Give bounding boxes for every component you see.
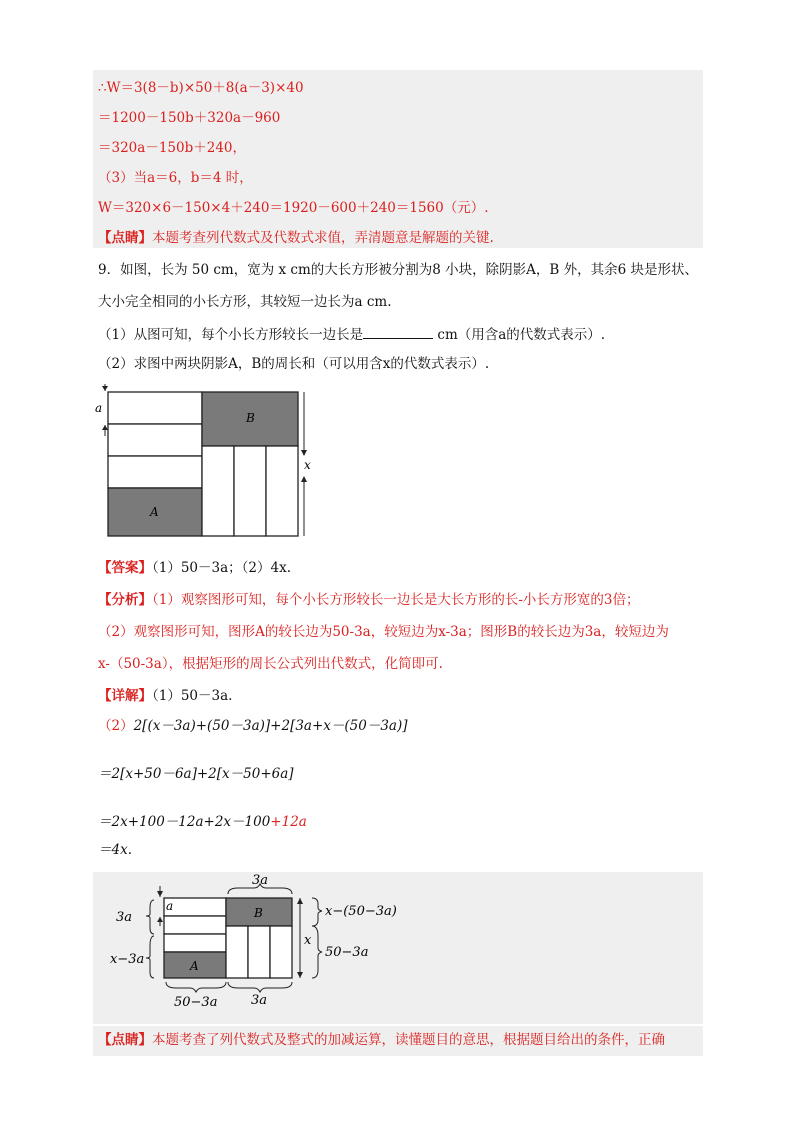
eq-line: W＝320×6－150×4＋240＝1920－600＋240＝1560（元）. [98,200,489,216]
analysis-line: 【分析】（1）观察图形可知，每个小长方形较长一边长是大长方形的长-小长方形宽的3倍； [98,592,640,608]
figure-1 [92,378,332,540]
analysis-line: （2）观察图形可知，图形A的较长边为50-3a，较短边为x-3a；图形B的较长边为3a，较短边为 [98,624,669,640]
detail-line: （2）2[(x－3a)+(50－3a)]+2[3a+x－(50－3a)] [98,718,408,734]
eq-line: ＝4x. [98,842,132,858]
eq-line: ＝320a－150b＋240， [98,140,246,156]
fig1-label-B: B [246,411,255,425]
figure-2 [98,874,458,1022]
fig2-label-a: a [166,899,174,913]
fig2-label-top: 3a [252,874,269,888]
fig2-label-right-x: x [304,933,312,948]
answer-line [98,558,291,578]
detail-tag: 【详解】 [98,688,152,704]
detail-line: 【详解】（1）50－3a. [98,688,233,704]
fig2-label-left-bottom: x−3a [110,952,145,967]
answer-text: （1）50－3a；（2）4x. [152,560,291,576]
comment-tag: 【点睛】 [98,1032,152,1048]
fig1-label-x: x [304,458,311,472]
fig2-label-left-top: 3a [116,910,133,925]
fig2-label-B: B [254,906,263,920]
eq-line: （3）当a＝6，b＝4 时， [98,170,253,186]
comment-text: 本题考查列代数式及代数式求值，弄清题意是解题的关键. [152,230,494,246]
answer-blank [363,324,433,339]
question-part-2: （2）求图中两块阴影A，B的周长和（可以用含x的代数式表示）. [98,356,490,372]
comment-line [98,1030,665,1050]
eq-line: ＝1200－150b＋320a－960 [98,110,281,126]
question-part-1: （1）从图可知，每个小长方形较长一边长是 cm（用含a的代数式表示）. [98,324,605,345]
answer-tag: 【答案】 [98,560,152,576]
fig2-label-right-top: x−(50−3a) [325,904,397,919]
fig2-label-bottom-left: 50−3a [174,995,218,1010]
fig1-label-A: A [150,505,159,519]
eq-line: ∴W＝3(8－b)×50＋8(a－3)×40 [98,80,304,96]
eq-line: ＝2[x+50－6a]+2[x－50+6a] [98,766,294,782]
fig1-label-a: a [95,401,103,415]
eq-line: ＝2x+100－12a+2x－100+12a [98,814,307,830]
question-stem: 9．如图，长为 50 cm，宽为 x cm的大长方形被分割为8 小块，除阴影A，B 外，其余6 块是形状、 [98,262,698,278]
comment-line [98,228,494,248]
question-stem: 大小完全相同的小长方形，其较短一边长为a cm. [98,294,392,310]
comment-text: 本题考查了列代数式及整式的加减运算，读懂题目的意思，根据题目给出的条件，正确 [152,1032,665,1048]
analysis-line: x-（50-3a），根据矩形的周长公式列出代数式，化简即可. [98,656,443,672]
fig2-label-bottom-right: 3a [251,993,268,1008]
analysis-tag: 【分析】 [98,592,152,608]
fig2-label-A: A [190,959,199,973]
fig2-label-right-bottom: 50−3a [325,945,369,960]
comment-tag: 【点睛】 [98,230,152,246]
